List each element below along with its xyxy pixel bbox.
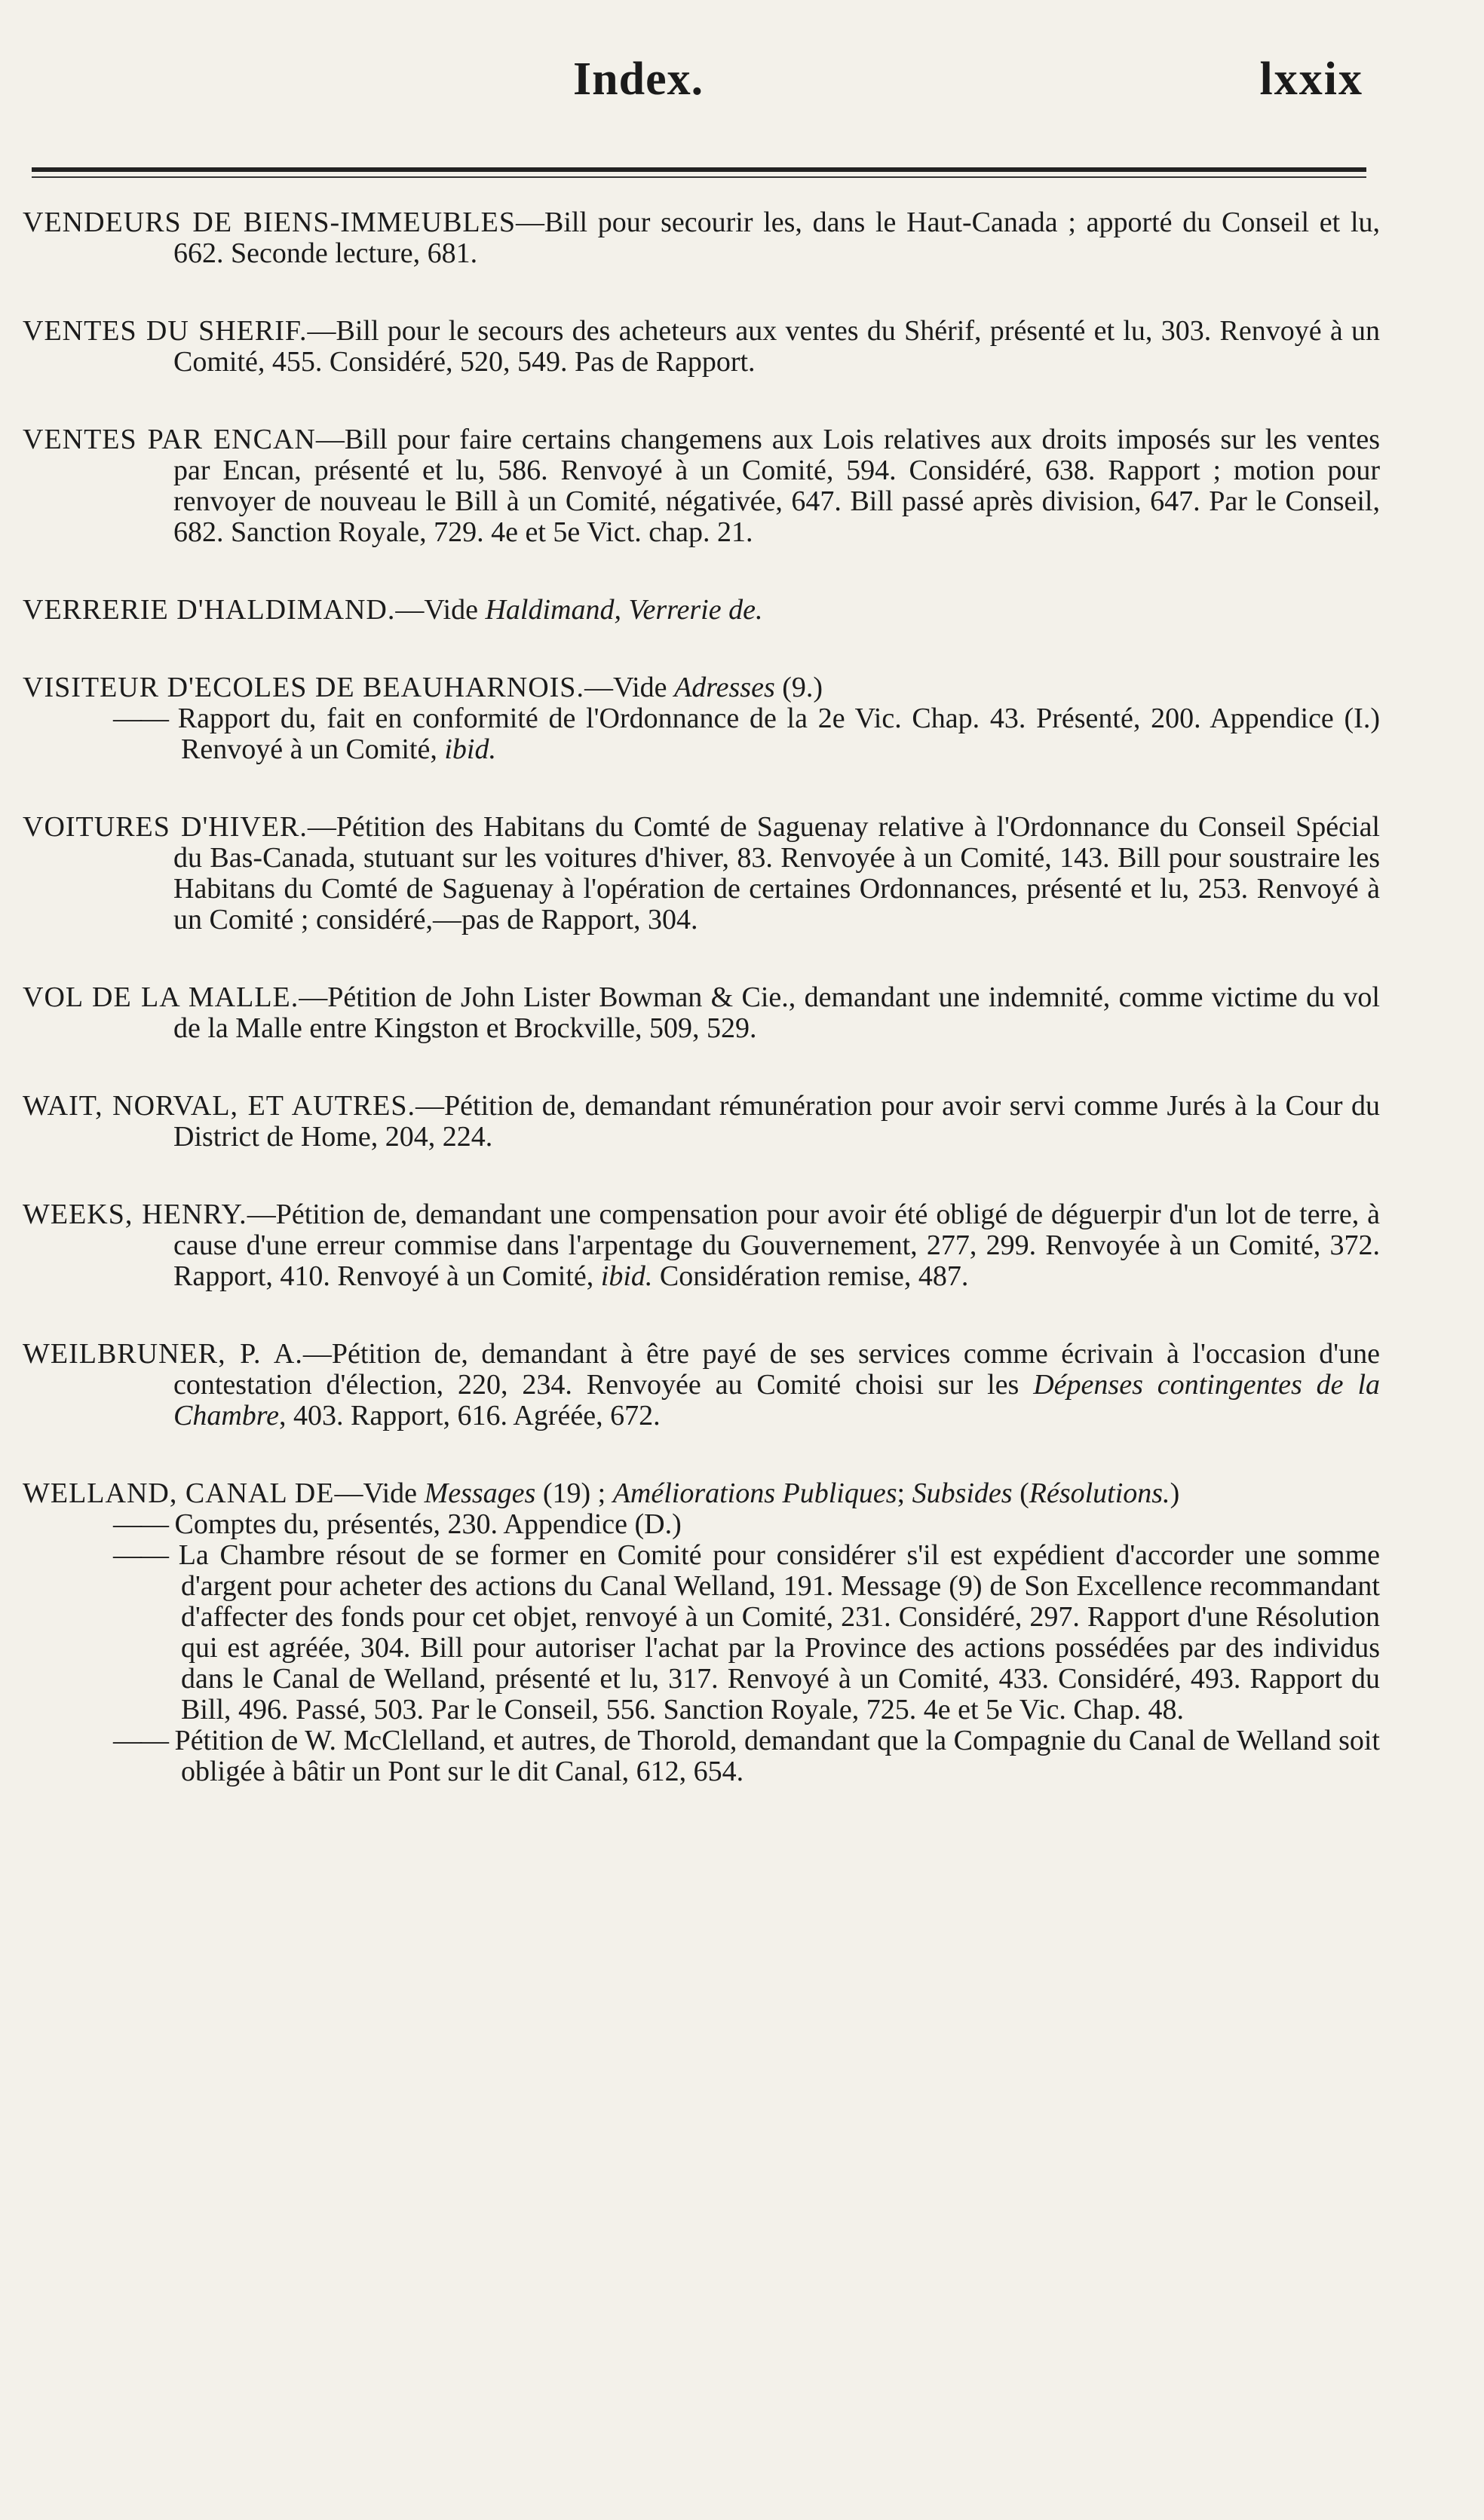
entry-heading: VOITURES D'HIVER. [23,811,308,843]
index-entry [23,1478,1380,1787]
entry-paragraph [23,207,1380,269]
entry-text: —Pétition des Habitans du Comté de Saguenay relative à l'Ordonnance du Conseil Spécial du Bas-Canada, stutuant sur les voitures d'hiver, 83. Renvoyée à un Comité, 143. Bill pour soustraire les Habitans du Comté de Saguenay à l'opération de certaines Ordonnances, présenté et lu, 253. Renvoyé à un Comité ; considéré,—pas de Rapport, 304. [173,811,1380,935]
entry-paragraph [23,982,1380,1044]
entry-text: Considération remise, 487. [652,1260,969,1292]
entry-cross-reference: Messages [424,1477,536,1509]
index-entry [23,982,1380,1044]
entry-heading: VENDEURS DE BIENS-IMMEUBLES [23,207,516,238]
entry-paragraph [23,672,1380,703]
index-entry [23,812,1380,935]
index-entry [23,424,1380,548]
entry-text: —Pétition de, demandant une compensation pour avoir été obligé de déguerpir d'un lot de terre, à cause d'une erreur commise dans l'arpentage du Gouvernement, 277, 299. Renvoyée à un Comité, 372. Rapport, 410. Renvoyé à un Comité, [173,1199,1380,1292]
entry-heading: WEEKS, HENRY. [23,1199,247,1230]
page-header [0,53,1484,121]
entry-paragraph [23,595,1380,626]
entry-text: ; [897,1477,912,1509]
ditto-dash: —— [113,1508,167,1540]
entry-subparagraph [23,1540,1380,1725]
entry-italic-text: ibid. [444,733,496,765]
ditto-dash: —— [113,703,167,734]
index-entry [23,207,1380,269]
entry-text: —Vide [584,672,675,703]
entry-text: —Vide [395,594,486,626]
entry-cross-reference: Adresses [674,672,775,703]
entry-paragraph [23,1091,1380,1153]
entry-text: , 403. Rapport, 616. Agréée, 672. [279,1400,661,1431]
entry-heading: WAIT, NORVAL, ET AUTRES. [23,1090,416,1122]
entry-text: Comptes du, présentés, 230. Appendice (D.) [167,1508,682,1540]
index-entry [23,1091,1380,1153]
entry-paragraph [23,812,1380,935]
entry-text: ( [1012,1477,1029,1509]
entry-text: (19) ; [535,1477,613,1509]
entry-cross-reference: Subsides [912,1477,1013,1509]
ditto-dash: —— [113,1539,167,1571]
entry-text: —Vide [334,1477,425,1509]
entry-heading: VOL DE LA MALLE. [23,981,299,1013]
index-entry [23,1339,1380,1431]
entry-heading: WELLAND, CANAL DE [23,1477,335,1509]
header-rule-thin [32,176,1366,178]
entry-heading: VENTES PAR ENCAN [23,424,316,455]
entry-paragraph [23,1339,1380,1431]
entry-heading: VERRERIE D'HALDIMAND. [23,594,396,626]
index-content [23,207,1380,1834]
entry-paragraph [23,316,1380,378]
entry-text: —Pétition de, demandant rémunération pour avoir servi comme Jurés à la Cour du District de Home, 204, 224. [173,1090,1380,1153]
ditto-dash: —— [113,1725,167,1756]
entry-text: (9.) [774,672,823,703]
entry-text: —Bill pour faire certains changemens aux Lois relatives aux droits imposés sur les ventes par Encan, présenté et lu, 586. Renvoyé à un Comité, 594. Considéré, 638. Rapport ; motion pour renvoyer de nouveau le Bill à un Comité, négativée, 647. Bill passé après division, 647. Par le Conseil, 682. Sanction Royale, 729. 4e et 5e Vict. chap. 21. [173,424,1380,548]
entry-cross-reference: Améliorations Publiques [612,1477,897,1509]
entry-italic-text: Dépenses contingentes de la Chambre [173,1369,1380,1431]
entry-text: —Bill pour secourir les, dans le Haut-Canada ; apporté du Conseil et lu, 662. Seconde lecture, 681. [173,207,1380,269]
entry-heading: VISITEUR D'ECOLES DE BEAUHARNOIS. [23,672,584,703]
index-entry [23,595,1380,626]
entry-cross-reference: Résolutions. [1029,1477,1170,1509]
index-entry [23,672,1380,765]
page-title: Index. [573,54,704,105]
index-entry [23,1199,1380,1292]
entry-subparagraph [23,703,1380,765]
entry-text: —Pétition de, demandant à être payé de ses services comme écrivain à l'occasion d'une contestation d'élection, 220, 234. Renvoyée au Comité choisi sur les [173,1338,1380,1401]
entry-paragraph [23,1199,1380,1292]
entry-text: —Bill pour le secours des acheteurs aux ventes du Shérif, présenté et lu, 303. Renvoyé à un Comité, 455. Considéré, 520, 549. Pas de Rapport. [173,315,1380,378]
entry-subparagraph [23,1725,1380,1787]
entry-text: Pétition de W. McClelland, et autres, de Thorold, demandant que la Compagnie du Canal de Welland soit obligée à bâtir un Pont sur le dit Canal, 612, 654. [167,1725,1380,1787]
entry-subparagraph [23,1509,1380,1540]
entry-paragraph [23,1478,1380,1509]
entry-text: ) [1170,1477,1180,1509]
entry-text: —Pétition de John Lister Bowman & Cie., demandant une indemnité, comme victime du vol de la Malle entre Kingston et Brockville, 509, 529. [173,981,1380,1044]
header-rule-thick [32,167,1366,172]
entry-italic-text: ibid. [600,1260,653,1292]
entry-heading: WEILBRUNER, P. A. [23,1338,303,1370]
entry-text: Rapport du, fait en conformité de l'Ordonnance de la 2e Vic. Chap. 43. Présenté, 200. Appendice (I.) Renvoyé à un Comité, [167,703,1380,765]
entry-cross-reference: Haldimand, Verrerie de. [485,594,763,626]
page-number: lxxix [1259,54,1363,105]
entry-paragraph [23,424,1380,548]
entry-heading: VENTES DU SHERIF. [23,315,308,347]
index-entry [23,316,1380,378]
entry-text: La Chambre résout de se former en Comité pour considérer s'il est expédient d'accorder une somme d'argent pour acheter des actions du Canal Welland, 191. Message (9) de Son Excellence recommandant d'affecter des fonds pour cet objet, renvoyé à un Comité, 231. Considéré, 297. Rapport d'une Résolution qui est agréée, 304. Bill pour autoriser l'achat par la Province des actions possédées par des individus dans le Canal de Welland, présenté et lu, 317. Renvoyé à un Comité, 433. Considéré, 493. Rapport du Bill, 496. Passé, 503. Par le Conseil, 556. Sanction Royale, 725. 4e et 5e Vic. Chap. 48. [167,1539,1380,1725]
